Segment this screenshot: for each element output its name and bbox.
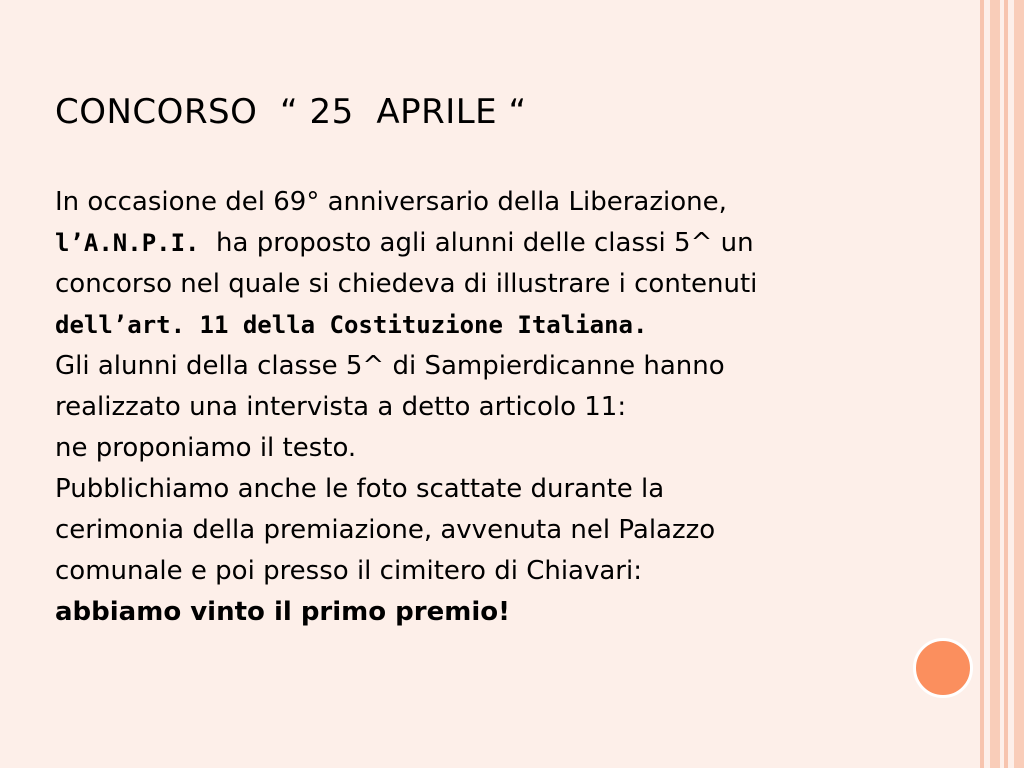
prize-announcement: abbiamo vinto il primo premio! — [55, 597, 510, 627]
body-line: In occasione del 69° anniversario della Liberazione, — [55, 187, 727, 217]
slide-title: CONCORSO “ 25 APRILE “ — [55, 92, 527, 132]
decorative-stripe — [1014, 0, 1024, 768]
body-line: cerimonia della premiazione, avvenuta nel Palazzo — [55, 515, 716, 545]
body-line: Gli alunni della classe 5^ di Sampierdicanne hanno — [55, 351, 725, 381]
body-line: comunale e poi presso il cimitero di Chiavari: — [55, 556, 642, 586]
article-reference: dell’art. 11 della Costituzione Italiana. — [55, 311, 648, 339]
body-line: Pubblichiamo anche le foto scattate durante la — [55, 474, 665, 504]
decorative-stripe — [1004, 0, 1008, 768]
body-line: concorso nel quale si chiedeva di illustrare i contenuti — [55, 269, 758, 299]
slide-body — [55, 182, 935, 633]
body-line-rest: ha proposto agli alunni delle classi 5^ un — [199, 228, 754, 258]
body-line: ne proponiamo il testo. — [55, 433, 357, 463]
body-line — [55, 223, 935, 264]
decorative-stripe — [980, 0, 984, 768]
body-line: realizzato una intervista a detto articolo 11: — [55, 392, 627, 422]
decorative-stripe — [990, 0, 1000, 768]
anpi-name: l’A.N.P.I. — [55, 229, 200, 257]
decorative-circle — [913, 638, 973, 698]
